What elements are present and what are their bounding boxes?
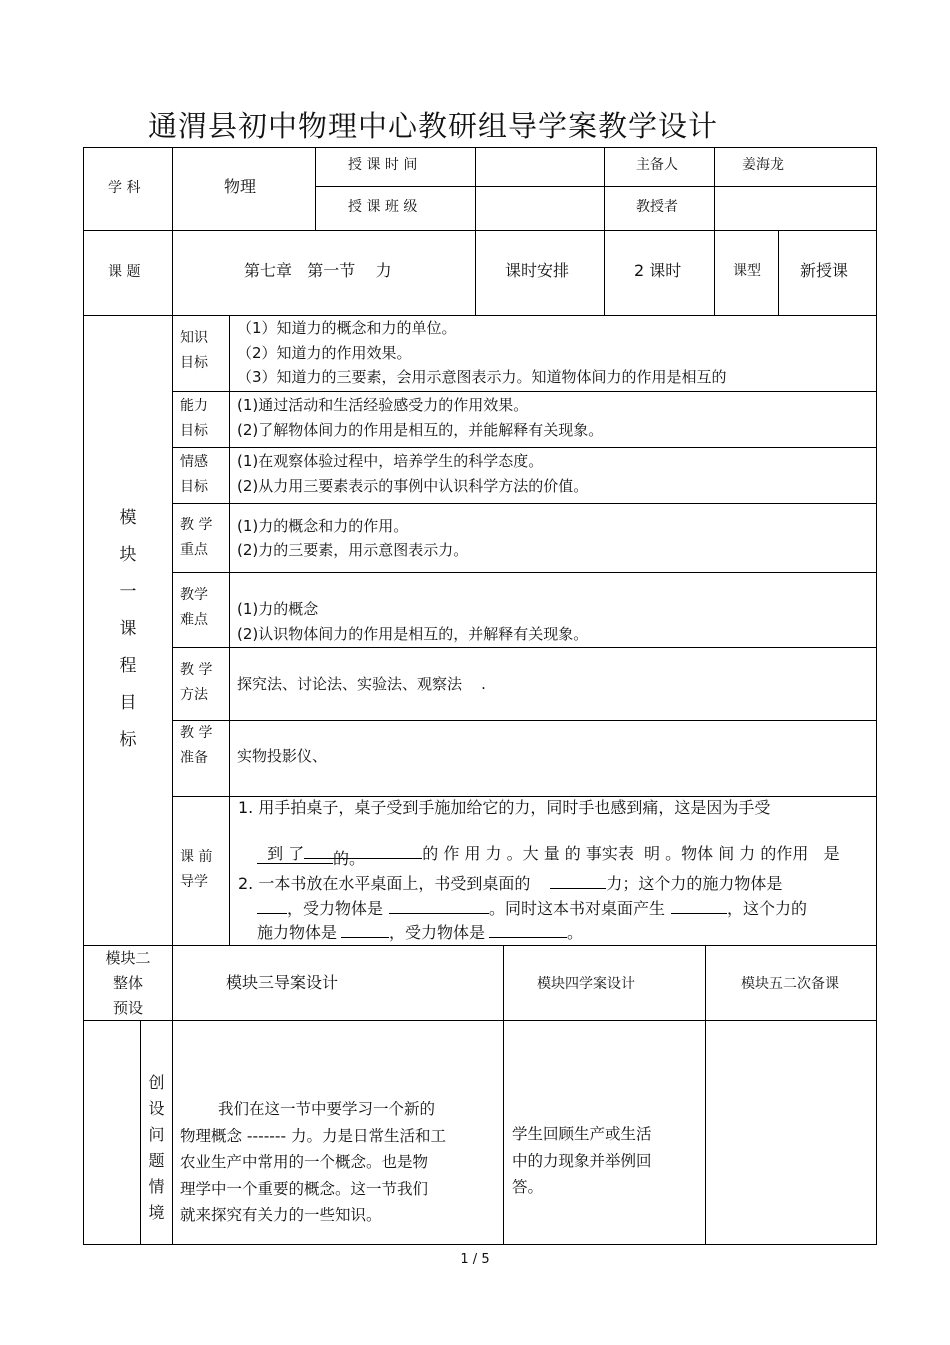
objective-line: (2)了解物体间力的作用是相互的，并能解释有关现象。 [237, 421, 604, 439]
preview-question-2-line2: ，受力物体是 。同时这本书对桌面产生 ，这个力的 [257, 899, 807, 919]
module2-header: 模块二 整体 预设 [105, 949, 151, 1017]
subject-value: 物理 [224, 177, 257, 196]
hours-value: 2 课时 [634, 261, 682, 280]
header-cell-preparer-value [714, 147, 877, 187]
fill-blank[interactable] [389, 899, 489, 914]
type-label: 课型 [733, 263, 761, 279]
preview-question-1-line3: 的。 [257, 849, 365, 869]
objective-line: （1）知道力的概念和力的单位。 [237, 319, 457, 337]
fill-blank[interactable] [341, 923, 389, 938]
objective-line: 探究法、讨论法、实验法、观察法 . [237, 675, 486, 693]
header-cell-time-value [475, 147, 605, 187]
scenario-blank-cell [83, 1020, 141, 1245]
objective-label: 教学 难点 [180, 587, 208, 628]
class-label: 授 课 班 级 [348, 199, 418, 215]
scenario-label: 创 设 问 题 情 境 [148, 1073, 165, 1222]
objective-label: 能力 目标 [180, 398, 208, 439]
objective-line: （2）知道力的作用效果。 [237, 344, 412, 362]
module3-header: 模块三导案设计 [226, 973, 339, 992]
objective-label: 情感 目标 [180, 454, 208, 495]
guide-design-text: 我们在这一节中要学习一个新的 物理概念 ------- 力。力是日常生活和工 农业生产中常用的一个概念。也是物 理学中一个重要的概念。这一节我们 就来探究有关力的一些知识。 [180, 1100, 447, 1224]
module1-label: 模 块 一 课 程 目 标 [119, 508, 137, 750]
topic-value: 第七章 第一节 力 [244, 261, 392, 280]
objective-line: (1)力的概念和力的作用。 [237, 517, 409, 535]
objective-label: 教 学 准备 [180, 725, 213, 766]
second-prep-cell[interactable] [705, 1020, 877, 1245]
objective-line: (2)力的三要素，用示意图表示力。 [237, 541, 469, 559]
objective-label: 教 学 重点 [180, 517, 213, 558]
study-design-text: 学生回顾生产或生活 中的力现象并举例回 答。 [512, 1125, 652, 1196]
header-cell-teacher-value [714, 186, 877, 231]
fill-blank[interactable] [550, 874, 606, 889]
objective-label: 教 学 方法 [180, 662, 213, 703]
module4-header: 模块四学案设计 [537, 976, 635, 992]
time-label: 授 课 时 间 [348, 157, 418, 173]
subject-label: 学 科 [108, 180, 141, 196]
preparer-label: 主备人 [636, 157, 678, 173]
objective-line: (1)力的概念 [237, 600, 319, 618]
page-number: 1 / 5 [460, 1252, 490, 1267]
page-title: 通渭县初中物理中心教研组导学案教学设计 [148, 109, 719, 143]
fill-blank[interactable] [257, 899, 287, 914]
preview-question-2-line3: 施力物体是 ，受力物体是 。 [257, 923, 584, 942]
objective-line: (1)通过活动和生活经验感受力的作用效果。 [237, 396, 529, 414]
topic-label: 课 题 [108, 264, 141, 280]
hours-label: 课时安排 [505, 261, 570, 280]
module5-header: 模块五二次备课 [741, 976, 839, 992]
objective-line: （3）知道力的三要素，会用示意图表示力。知道物体间力的作用是相互的 [237, 368, 727, 386]
fill-blank[interactable] [489, 923, 567, 938]
fill-blank[interactable] [257, 849, 333, 864]
objective-content-cell [229, 503, 877, 573]
objective-label: 知识 目标 [180, 330, 208, 371]
preview-question-2: 2. 一本书放在水平桌面上，书受到桌面的 力；这个力的施力物体是 [238, 874, 783, 893]
preview-question-1-line2: 到 了 的 作 用 力 。大 量 的 事实表 明 。物体 间 力 的作用 是 [267, 844, 840, 863]
teacher-label: 教授者 [636, 199, 678, 215]
type-value: 新授课 [800, 261, 849, 280]
objective-line: (2)认识物体间力的作用是相互的，并解释有关现象。 [237, 625, 589, 643]
preparer-value: 姜海龙 [742, 157, 784, 173]
fill-blank[interactable] [671, 899, 727, 914]
objective-line: (2)从力用三要素表示的事例中认识科学方法的价值。 [237, 477, 589, 495]
header-cell-class-value [475, 186, 605, 231]
objective-line: (1)在观察体验过程中，培养学生的科学态度。 [237, 452, 544, 470]
preview-label: 课 前 导学 [180, 849, 213, 890]
preview-question-1: 1. 用手拍桌子，桌子受到手施加给它的力，同时手也感到痛，这是因为手受 [238, 798, 771, 817]
objective-line: 实物投影仪、 [237, 747, 328, 765]
